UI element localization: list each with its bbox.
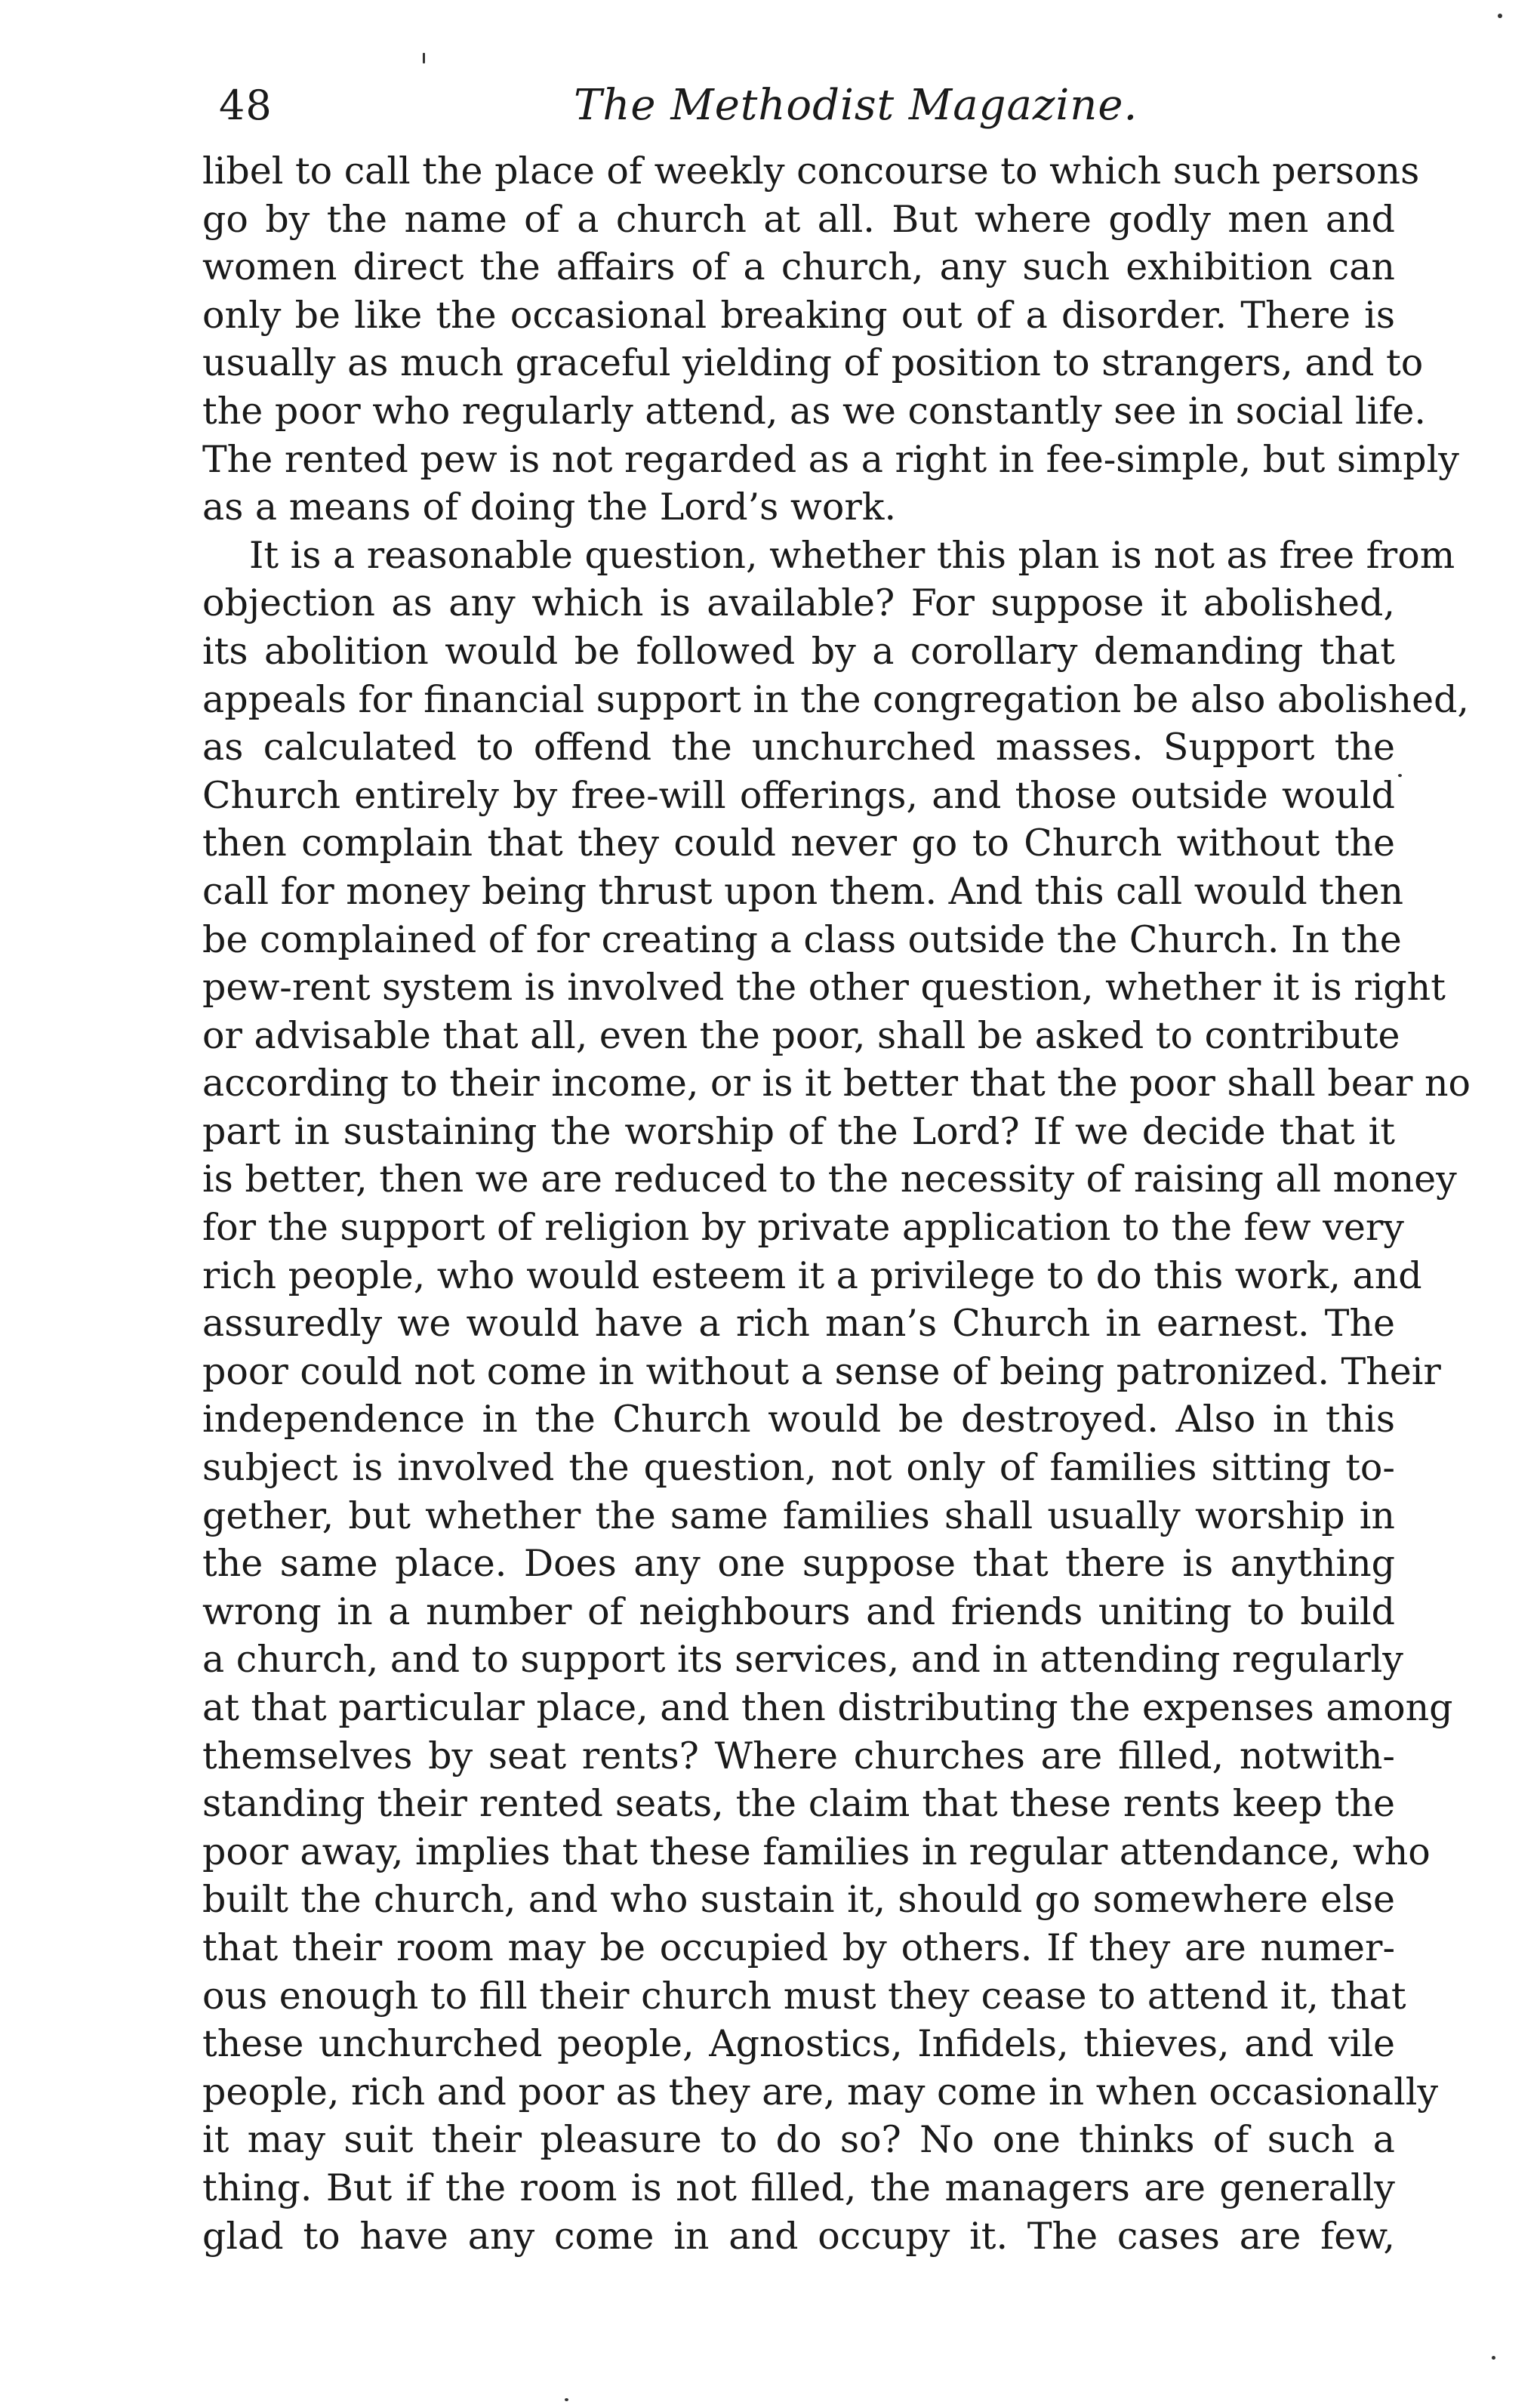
scan-speck <box>1398 774 1402 777</box>
text-line: call for money being thrust upon them. And this call would then <box>202 869 1404 913</box>
page-number: 48 <box>219 82 273 129</box>
scan-speck <box>565 2398 568 2401</box>
text-line: according to their income, or is it better that the poor shall bear no <box>202 1062 1471 1105</box>
text-line: standing their rented seats, the claim that these rents keep the <box>202 1782 1395 1826</box>
text-line: ous enough to fill their church must they cease to attend it, that <box>202 1974 1406 2018</box>
text-line: these unchurched people, Agnostics, Infidels, thieves, and vile <box>202 2022 1395 2066</box>
text-line: at that particular place, and then distributing the expenses among <box>202 1686 1453 1729</box>
text-line: go by the name of a church at all. But where godly men and <box>202 197 1395 241</box>
text-line: only be like the occasional breaking out of a disorder. There is <box>202 293 1395 337</box>
text-line: Church entirely by free-will offerings, and those outside would <box>202 773 1395 817</box>
text-line: or advisable that all, even the poor, shall be asked to contribute <box>202 1013 1400 1057</box>
text-line: subject is involved the question, not only of families sitting to- <box>202 1446 1395 1490</box>
text-line: then complain that they could never go to Church without the <box>202 822 1395 865</box>
text-line: as calculated to offend the unchurched masses. Support the <box>202 726 1395 769</box>
text-line: wrong in a number of neighbours and friends uniting to build <box>202 1589 1395 1633</box>
text-line: is better, then we are reduced to the necessity of raising all money <box>202 1158 1457 1201</box>
scan-speck <box>423 53 425 63</box>
text-line: libel to call the place of weekly concourse to which such persons <box>202 150 1420 193</box>
text-line: independence in the Church would be destroyed. Also in this <box>202 1398 1395 1441</box>
page-header <box>211 76 1404 136</box>
text-line: thing. But if the room is not filled, the managers are generally <box>202 2166 1395 2209</box>
text-line: for the support of religion by private application to the few very <box>202 1206 1404 1250</box>
text-line: the same place. Does any one suppose that there is anything <box>202 1542 1395 1586</box>
text-line: its abolition would be followed by a corollary demanding that <box>202 629 1395 673</box>
text-line: that their room may be occupied by others. If they are numer- <box>202 1925 1395 1969</box>
text-line: women direct the affairs of a church, any such exhibition can <box>202 245 1395 289</box>
text-line: built the church, and who sustain it, should go somewhere else <box>202 1878 1395 1922</box>
text-line: objection as any which is available? For suppose it abolished, <box>202 581 1395 625</box>
body-text <box>202 147 1471 2260</box>
text-line: appeals for financial support in the congregation be also abolished, <box>202 677 1470 721</box>
text-line: it may suit their pleasure to do so? No one thinks of such a <box>202 2118 1395 2162</box>
text-line: rich people, who would esteem it a privilege to do this work, and <box>202 1253 1422 1297</box>
text-line: gether, but whether the same families shall usually worship in <box>202 1494 1395 1537</box>
text-line: the poor who regularly attend, as we constantly see in social life. <box>202 389 1426 433</box>
text-line: pew-rent system is involved the other question, whether it is right <box>202 966 1446 1010</box>
text-line: a church, and to support its services, and in attending regularly <box>202 1638 1403 1682</box>
text-line: as a means of doing the Lord’s work. <box>202 486 897 529</box>
text-line: be complained of for creating a class outside the Church. In the <box>202 917 1402 961</box>
text-line: poor away, implies that these families in regular attendance, who <box>202 1830 1431 1873</box>
text-line: themselves by seat rents? Where churches are filled, notwith- <box>202 1734 1395 1777</box>
text-line: The rented pew is not regarded as a right in fee-simple, but simply <box>202 437 1459 481</box>
running-title: The Methodist Magazine. <box>574 81 1138 130</box>
scan-speck <box>1498 14 1502 18</box>
text-line: glad to have any come in and occupy it. The cases are few, <box>202 2214 1395 2258</box>
scan-speck <box>1492 2356 1495 2360</box>
text-line: people, rich and poor as they are, may come in when occasionally <box>202 2070 1439 2114</box>
text-line: assuredly we would have a rich man’s Church in earnest. The <box>202 1302 1395 1346</box>
text-line: part in sustaining the worship of the Lord? If we decide that it <box>202 1109 1395 1153</box>
text-line: poor could not come in without a sense of being patronized. Their <box>202 1349 1441 1393</box>
paragraph-start-line: It is a reasonable question, whether this plan is not as free from <box>249 533 1455 577</box>
text-line: usually as much graceful yielding of position to strangers, and to <box>202 341 1424 385</box>
